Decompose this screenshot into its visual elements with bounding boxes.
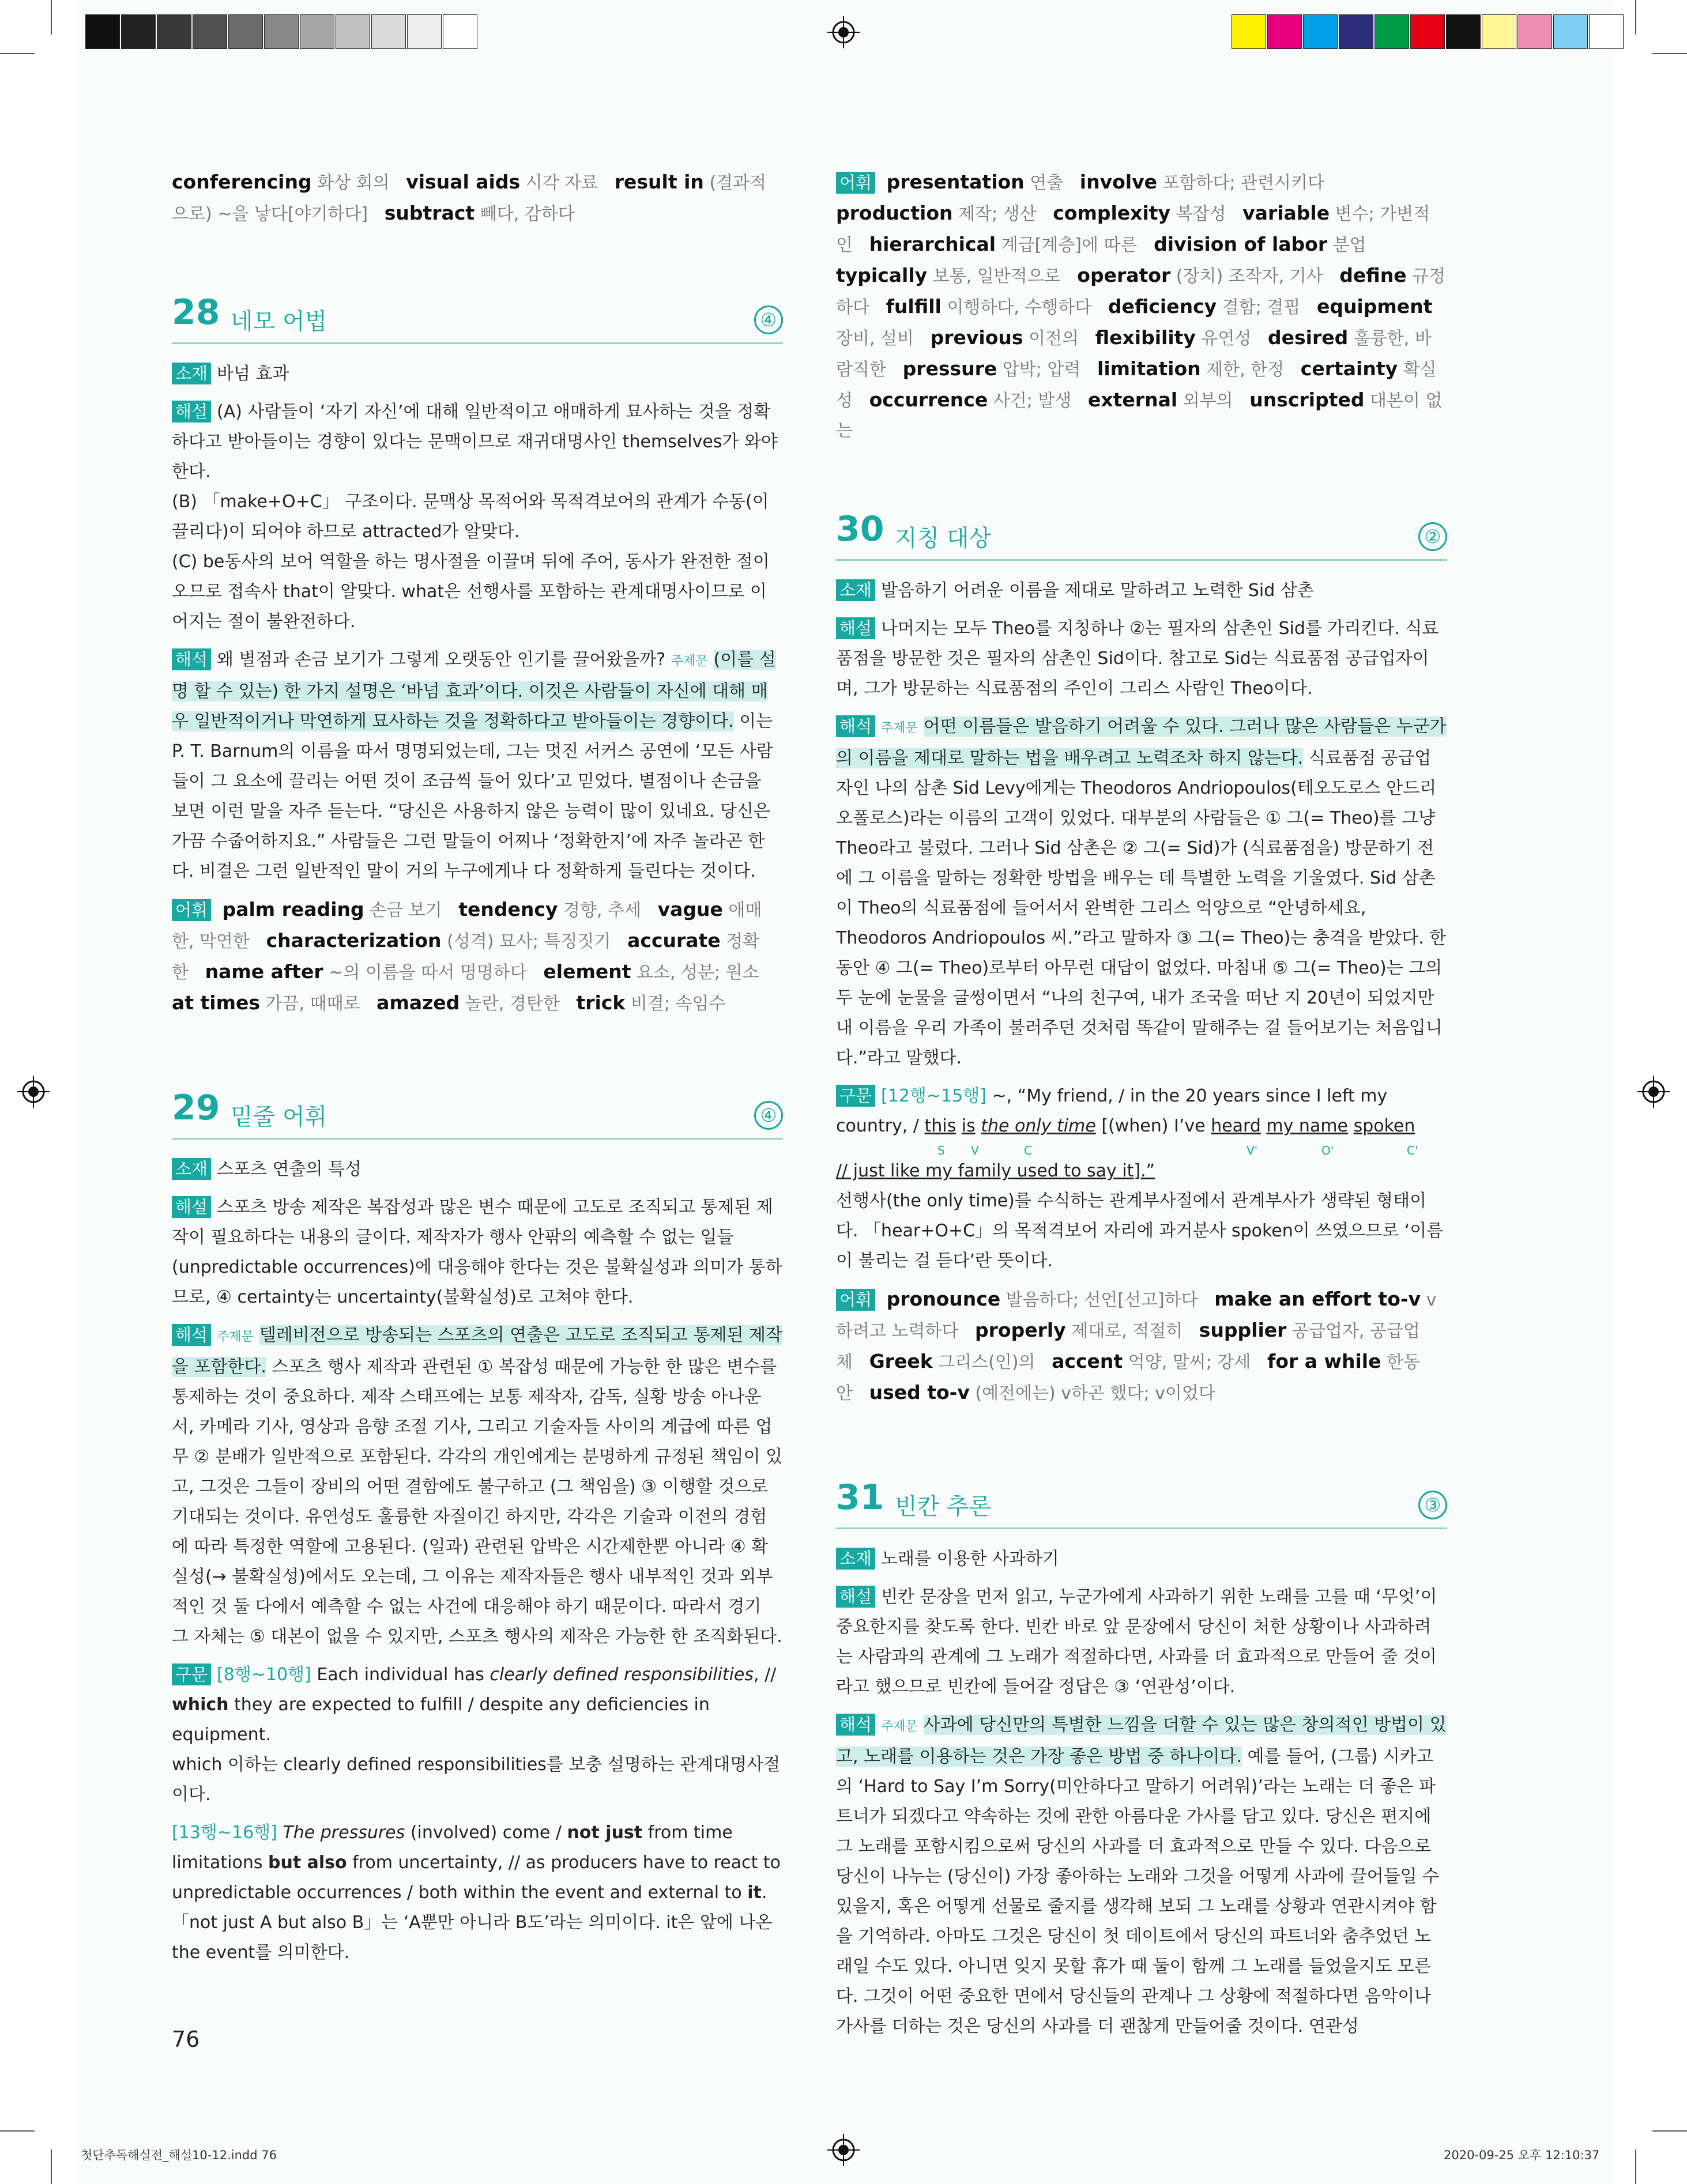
vocab-meaning: 빼다, 감하다	[480, 204, 575, 224]
vocab-word: amazed	[376, 991, 460, 1014]
explanation-tag: 해설	[172, 1196, 211, 1218]
crop-mark	[0, 2130, 35, 2132]
swatch	[193, 14, 227, 49]
vocab-word: result in	[614, 171, 704, 193]
grammar-bold: which	[172, 1695, 229, 1715]
grammar-explanation: 「not just A but also B」는 ‘A뿐만 아니라 B도’라는 의미이다. it은 앞에 나온 the event를 의미한다.	[172, 1913, 773, 1963]
grammar-parsed-line	[836, 1111, 1447, 1141]
swatch	[1589, 14, 1624, 49]
grammar-explanation: which 이하는 clearly defined responsibilities를 보충 설명하는 관계대명사절이다.	[172, 1755, 781, 1805]
topic-tag: 소재	[836, 579, 875, 601]
vocab-meaning: 분업	[1332, 235, 1366, 255]
vocab-word: flexibility	[1095, 326, 1196, 349]
vocab-meaning: v하려고 노력하다	[836, 1290, 1437, 1341]
vocab-meaning: 정확한	[172, 931, 760, 983]
vocab-word: define	[1339, 264, 1407, 286]
vocab-word: typically	[836, 264, 928, 286]
vocab-word: trick	[576, 991, 626, 1014]
vocab-meaning: 규정하다	[836, 266, 1446, 318]
vocab-meaning: 사건; 발생	[993, 391, 1072, 411]
role-label: V	[971, 1144, 979, 1157]
vocab-word: fulfill	[886, 295, 942, 318]
vocab-word: properly	[975, 1319, 1066, 1341]
topic-line	[172, 359, 783, 389]
vocab-word: subtract	[384, 202, 475, 224]
vocab-word: variable	[1242, 202, 1330, 224]
vocab-word: characterization	[266, 929, 442, 952]
swatch	[121, 14, 156, 49]
explanation-text: 나머지는 모두 Theo를 지칭하나 ②는 필자의 삼촌인 Sid를 가리킨다. 식료품점을 방문한 것은 필자의 삼촌인 Sid이다. 참고로 Sid는 식료품점 공급업자이며, 그가 방문하는 식료품점의 주인이 그리스 사람인 Theo이다.	[836, 618, 1439, 699]
vocab-word: pronounce	[886, 1288, 1001, 1310]
crop-mark	[1635, 0, 1636, 35]
vocab-word: make an effort to-v	[1214, 1288, 1421, 1310]
verb-word: heard	[1211, 1116, 1261, 1136]
swatch	[1339, 14, 1373, 49]
question-number: 30	[836, 509, 884, 549]
registration-mark-icon	[17, 1076, 50, 1108]
vocab-meaning: 변수; 가변적인	[836, 204, 1430, 255]
vocab-tag: 어휘	[836, 1289, 875, 1311]
topic-sentence: 어떤 이름들은 발음하기 어려울 수 있다. 그러나 많은 사람들은 누군가의 이름을 제대로 말하는 법을 배우려고 노력조차 하지 않는다.	[836, 716, 1447, 768]
grammar-explanation: 선행사(the only time)를 수식하는 관계부사절에서 관계부사가 생략된 형태이다. 「hear+O+C」의 목적격보어 자리에 과거분사 spoken이 쓰였으므로 ‘이름이 불리는 걸 듣다’란 뜻이다.	[836, 1191, 1444, 1271]
vocab-meaning: 외부의	[1183, 391, 1233, 411]
question-number: 28	[172, 292, 220, 333]
explanation-a: (A) 사람들이 ‘자기 자신’에 대해 일반적이고 애매하게 묘사하는 것을 정확하다고 받아들이는 경향이 있다는 문맥이므로 재귀대명사인 themselves가 와야 한다.	[172, 402, 778, 482]
grammar-text: .	[761, 1883, 767, 1903]
verb-word: is	[961, 1116, 976, 1136]
grammar-bold: but also	[268, 1853, 347, 1873]
swatch	[1232, 14, 1266, 49]
question-number: 31	[836, 1477, 884, 1518]
grammar-text: // just like my family used to say it].”	[836, 1161, 1155, 1181]
swatch	[1517, 14, 1552, 49]
topic-line	[836, 576, 1447, 606]
question-title: 빈칸 추론	[895, 1493, 992, 1520]
vocab-word: tendency	[458, 898, 558, 921]
grammar-text: from uncertainty, // as producers have to react to unpredictable occurrences / both within the event and external to	[172, 1853, 781, 1903]
question-title: 지칭 대상	[895, 525, 992, 552]
grammar-italic: The pressures	[283, 1823, 405, 1843]
topic-line	[836, 1544, 1447, 1574]
vocab-meaning: 제작; 생산	[958, 204, 1037, 224]
answer-badge: ④	[754, 1101, 783, 1130]
vocab-meaning: 계급[계층]에 따른	[1001, 235, 1138, 255]
vocab-word: visual aids	[406, 171, 521, 193]
topic-text: 바넘 효과	[217, 364, 289, 384]
topic-sentence: 텔레비전으로 방송되는 스포츠의 연출은 고도로 조직되고 통제된 제작을 포함한다.	[172, 1325, 782, 1377]
footer-file-name: 첫단추독해실전_해설10-12.indd 76	[81, 2148, 277, 2162]
topic-sentence-label: 주제문	[881, 1719, 918, 1734]
vocab-meaning: 발음하다; 선언[선고]하다	[1006, 1290, 1198, 1310]
vocab-meaning: 복잡성	[1176, 204, 1226, 224]
vocab-word: supplier	[1199, 1319, 1287, 1341]
topic-text: 스포츠 연출의 특성	[217, 1159, 362, 1179]
grammar-note-2	[172, 1818, 783, 1908]
translation-tag: 해석	[836, 1714, 875, 1736]
question-header-31	[836, 1478, 1447, 1529]
grammar-text: they are expected to fulfill / despite any deficiencies in equipment.	[172, 1695, 710, 1745]
crop-mark	[1652, 53, 1687, 54]
explanation	[836, 1582, 1447, 1702]
vocab-meaning: 이행하다, 수행하다	[947, 297, 1092, 318]
role-label: S	[937, 1144, 945, 1157]
vocab-meaning: ~의 이름을 따서 명명하다	[329, 963, 527, 983]
vocab-word: division of labor	[1154, 233, 1328, 255]
vocab-list-30	[836, 1284, 1447, 1409]
role-label: C	[1024, 1144, 1032, 1157]
answer-badge: ④	[754, 305, 783, 334]
topic-sentence-label: 주제문	[217, 1330, 254, 1344]
vocab-word: element	[543, 960, 631, 983]
vocab-word: desired	[1268, 326, 1349, 349]
question-number: 29	[172, 1088, 220, 1128]
vocab-meaning: (예전에는) v하곤 했다; v이었다	[975, 1383, 1215, 1404]
vocab-meaning: 연출	[1030, 173, 1064, 193]
grammar-text: [(when) I’ve	[1095, 1116, 1211, 1136]
grammar-bold: not just	[567, 1823, 643, 1843]
registration-mark-icon	[827, 2134, 860, 2166]
translation-intro: 왜 별점과 손금 보기가 그렇게 오랫동안 인기를 끌어왔을까?	[217, 650, 666, 670]
swatch	[1553, 14, 1588, 49]
process-color-bar	[1232, 14, 1625, 49]
topic-sentence: 사과에 당신만의 특별한 느낌을 더할 수 있는 많은 창의적인 방법이 있고, 노래를 이용하는 것은 가장 좋은 방법 중 하나이다.	[836, 1715, 1447, 1767]
vocab-list-28	[172, 895, 783, 1019]
vocab-word: conferencing	[172, 171, 312, 193]
vocab-meaning: 놀란, 경탄한	[465, 994, 560, 1014]
complement-word: spoken	[1353, 1116, 1415, 1136]
line-reference: [12행~15행]	[881, 1086, 986, 1106]
grammar-tag: 구문	[836, 1085, 875, 1107]
crop-mark	[51, 2149, 52, 2184]
right-column	[836, 167, 1447, 2042]
vocab-tag: 어휘	[836, 172, 875, 194]
explanation-tag: 해설	[172, 401, 211, 423]
swatch	[1267, 14, 1302, 49]
explanation	[836, 614, 1447, 704]
vocab-meaning: 결함; 결핍	[1222, 297, 1301, 318]
translation-tag: 해석	[836, 715, 875, 737]
vocab-word: occurrence	[869, 388, 988, 411]
topic-tag: 소재	[836, 1548, 875, 1570]
grammar-italic: clearly defined responsibilities	[489, 1665, 754, 1685]
vocab-word: Greek	[869, 1350, 933, 1372]
grammar-text: ~, “My friend, / in the 20 years since I left my	[992, 1086, 1388, 1106]
grammar-text: Each individual has	[317, 1665, 490, 1685]
question-header-30	[836, 510, 1447, 561]
role-label: C'	[1407, 1144, 1418, 1157]
vocab-meaning: 대본이 없는	[836, 391, 1443, 441]
translation	[836, 712, 1447, 1073]
vocab-meaning: 공급업자, 공급업체	[836, 1321, 1420, 1372]
vocab-meaning: 화상 회의	[317, 173, 390, 193]
vocab-word: pressure	[902, 357, 997, 380]
swatch	[1303, 14, 1338, 49]
crop-mark	[0, 53, 35, 54]
topic-line	[172, 1155, 783, 1185]
grammar-text: from time limitations	[172, 1823, 733, 1873]
role-label: O'	[1321, 1144, 1334, 1157]
crop-mark	[1652, 2130, 1687, 2132]
line-reference: [13행~16행]	[172, 1823, 277, 1843]
page-number: 76	[172, 2027, 200, 2052]
vocab-word: name after	[205, 960, 323, 983]
grayscale-color-bar	[85, 14, 479, 49]
swatch	[1410, 14, 1445, 49]
line-reference: [8행~10행]	[217, 1665, 311, 1685]
translation-body: 예를 들어, (그룹) 시카고의 ‘Hard to Say I’m Sorry(미안하다고 말하기 어려워)’라는 노래는 더 좋은 파트너가 되겠다고 약속하는 것에 관한 아름다운 가사를 담고 있다. 당신은 편지에 그 노래를 포함시킴으로써 당신의 사과를 더 효과적으로 만들 수 있다. 다음으로 당신이 나누는 (당신이) 가장 좋아하는 노래와 그것을 어떻게 사과에 끌어들일 수 있을지, 혹은 어떻게 선물로 줄지를 생각해 보되 그 노래를 상황과 연관시켜야 함을 기억하라. 아마도 그것은 당신이 첫 데이트에서 당신의 파트너와 춤추었던 노래일 수도 있다. 아니면 잊지 못할 휴가 때 둘이 함께 그 노래를 들었을지도 모른다. 그것이 어떤 중요한 면에서 당신들의 관계나 그 상황에 적절하다면 음악이나 가사를 더하는 것은 당신의 사과를 더 괜찮게 만들어줄 것이다. 연관성	[836, 1747, 1440, 2036]
swatch	[407, 14, 442, 49]
vocab-meaning: 가끔, 때때로	[265, 994, 360, 1014]
vocab-meaning: 유연성	[1201, 329, 1252, 349]
role-label: V'	[1247, 1144, 1258, 1157]
question-title: 밑줄 어휘	[231, 1104, 327, 1130]
grammar-tag: 구문	[172, 1664, 211, 1685]
subject-word: this	[924, 1116, 957, 1136]
crop-mark	[51, 0, 52, 35]
vocab-meaning: 한동안	[836, 1352, 1421, 1404]
vocab-word: for a while	[1267, 1350, 1381, 1372]
vocab-word: hierarchical	[869, 233, 996, 255]
topic-text: 발음하기 어려운 이름을 제대로 말하려고 노력한 Sid 삼촌	[881, 580, 1314, 601]
vocab-meaning: 억양, 말씨; 강세	[1128, 1352, 1251, 1372]
vocab-meaning: 포함하다; 관련시키다	[1162, 173, 1325, 193]
grammar-note	[836, 1081, 1447, 1111]
translation-body: 이는 P. T. Barnum의 이름을 따서 명명되었는데, 그는 멋진 서커스 공연에 ‘모든 사람들이 그 요소에 끌리는 어떤 것이 조금씩 들어 있다’고 믿었다. 별점이나 손금을 보면 이런 말을 자주 듣는다. “당신은 사용하지 않은 능력이 많이 있네요. 당신은 가끔 수줍어하지요.” 사람들은 그런 말들이 어찌나 ‘정확한지’에 자주 놀라곤 한다. 비결은 그런 일반적인 말이 거의 누구에게나 다 정확하게 들린다는 것이다.	[172, 711, 773, 881]
vocab-meaning: 시각 자료	[525, 173, 598, 193]
answer-badge: ②	[1418, 522, 1447, 551]
vocab-meaning: 경향, 추세	[563, 900, 642, 921]
vocab-word: at times	[172, 991, 261, 1014]
registration-mark-icon	[1637, 1076, 1670, 1108]
vocab-word: production	[836, 202, 953, 224]
complement-phrase: the only time	[981, 1116, 1096, 1136]
registration-mark-icon	[827, 16, 860, 48]
topic-tag: 소재	[172, 363, 211, 384]
vocab-meaning: 압박; 압력	[1002, 360, 1081, 380]
swatch	[443, 14, 477, 49]
grammar-text: country, /	[836, 1116, 925, 1136]
vocab-word: certainty	[1300, 357, 1398, 380]
vocab-word: presentation	[886, 171, 1025, 193]
grammar-note-1	[172, 1660, 783, 1750]
vocab-meaning: 비결; 속임수	[630, 994, 726, 1014]
question-header-29	[172, 1088, 783, 1140]
vocab-word: accurate	[627, 929, 721, 952]
vocab-meaning: (결과적으로) ~을 낳다[야기하다]	[172, 173, 767, 224]
explanation-text: 빈칸 문장을 먼저 읽고, 누군가에게 사과하기 위한 노래를 고를 때 ‘무엇’이 중요한지를 찾도록 한다. 빈칸 바로 앞 문장에서 당신이 처한 상황이나 사과하려는 사람과의 관계에 그 노래가 적절하다면, 사과를 더 효과적으로 만들어 줄 것이라고 했으므로 빈칸에 들어갈 정답은 ③ ‘연관성’이다.	[836, 1587, 1437, 1697]
swatch	[371, 14, 406, 49]
translation	[172, 645, 783, 887]
vocab-meaning: (장치) 조작자, 기사	[1176, 266, 1323, 286]
vocab-tag: 어휘	[172, 899, 211, 921]
vocab-word: palm reading	[222, 898, 364, 921]
vocab-word: involve	[1079, 171, 1157, 193]
vocab-meaning: 확실성	[836, 360, 1437, 411]
translation	[172, 1321, 783, 1652]
answer-badge: ③	[1418, 1491, 1447, 1519]
footer-timestamp: 2020-09-25 오후 12:10:37	[1444, 2148, 1600, 2162]
vocab-meaning: 요소, 성분; 원소	[637, 963, 759, 983]
explanation-c: (C) be동사의 보어 역할을 하는 명사절을 이끌며 뒤에 주어, 동사가 완전한 절이 오므로 접속사 that이 알맞다. what은 선행사를 포함하는 관계대명사이므로 이어지는 절이 불완전하다.	[172, 552, 770, 632]
swatch	[228, 14, 263, 49]
top-vocab-list	[172, 167, 783, 229]
vocab-meaning: 그리스(인)의	[938, 1352, 1035, 1372]
vocab-list-29	[836, 167, 1447, 446]
vocab-word: complexity	[1053, 202, 1171, 224]
topic-sentence-label: 주제문	[671, 654, 708, 669]
swatch	[264, 14, 299, 49]
vocab-word: limitation	[1097, 357, 1201, 380]
vocab-meaning: 제한, 한정	[1206, 360, 1285, 380]
grammar-bold: it	[747, 1883, 762, 1903]
translation-tag: 해석	[172, 648, 211, 670]
explanation-b: (B) 「make+O+C」 구조이다. 문맥상 목적어와 목적격보어의 관계가 수동(이끌리다)이 되어야 하므로 attracted가 알맞다.	[172, 492, 769, 542]
swatch	[300, 14, 334, 49]
sentence-role-labels	[836, 1141, 1447, 1156]
translation-body: 식료품점 공급업자인 나의 삼촌 Sid Levy에게는 Theodoros Andriopoulos(테오도로스 안드리오폴로스)라는 이름의 고객이 있었다. 대부분의 사람들은 ① 그(= Theo)를 그냥 Theo라고 불렀다. 그러나 Sid 삼촌은 ② 그(= Sid)가 (식료품점을) 방문하기 전에 그 이름을 말하는 정확한 방법을 배우는 데 특별한 노력을 기울였다. Sid 삼촌이 Theo의 식료품점에 들어서서 완벽한 그리스 억양으로 “안녕하세요, Theodoros Andriopoulos 씨.”라고 말하자 ③ 그(= Theo)는 충격을 받았다. 한동안 ④ 그(= Theo)로부터 아무런 대답이 없었다. 마침내 ⑤ 그(= Theo)는 그의 두 눈에 눈물을 글썽이면서 “나의 친구여, 내가 조국을 떠난 지 20년이 되었지만 내 이름을 우리 가족이 불러주던 것처럼 똑같이 말해주는 걸 들어보기는 처음입니다.”라고 말했다.	[836, 748, 1447, 1068]
vocab-meaning: (성격) 묘사; 특징짓기	[447, 931, 611, 952]
vocab-word: used to-v	[869, 1381, 970, 1404]
vocab-meaning: 장비, 설비	[836, 329, 914, 349]
vocab-word: equipment	[1316, 295, 1433, 318]
vocab-word: deficiency	[1108, 295, 1217, 318]
explanation	[172, 397, 783, 487]
vocab-word: previous	[930, 326, 1023, 349]
translation-tag: 해석	[172, 1324, 211, 1346]
grammar-text: , //	[754, 1665, 777, 1685]
swatch	[1482, 14, 1516, 49]
question-header-28	[172, 293, 783, 344]
vocab-word: accent	[1052, 1350, 1123, 1372]
swatch	[336, 14, 370, 49]
vocab-meaning: 제대로, 적절히	[1071, 1321, 1183, 1341]
vocab-meaning: 이전의	[1029, 329, 1079, 349]
object-phrase: my name	[1266, 1116, 1349, 1136]
topic-sentence: (이를 설명 할 수 있는) 한 가지 설명은 ‘바넘 효과’이다. 이것은 사람들이 자신에 대해 매우 일반적이거나 막연하게 묘사하는 것을 정확하다고 받아들이는 경향이다.	[172, 650, 776, 731]
swatch	[157, 14, 191, 49]
grammar-text: (involved) come /	[405, 1823, 567, 1843]
topic-text: 노래를 이용한 사과하기	[881, 1549, 1059, 1569]
left-column	[172, 167, 783, 1968]
vocab-word: vague	[657, 898, 723, 921]
swatch	[1375, 14, 1409, 49]
translation-body: 스포츠 행사 제작과 관련된 ① 복잡성 때문에 가능한 한 많은 변수를 통제하는 것이 중요하다. 제작 스태프에는 보통 제작자, 감독, 실황 방송 아나운서, 카메라 기사, 영상과 음향 조절 기사, 그리고 기술자들 사이의 계급에 따른 업무 ② 분배가 일반적으로 포함된다. 각각의 개인에게는 분명하게 규정된 책임이 있고, 그것은 그들이 장비의 어떤 결함에도 불구하고 (그 책임을) ③ 이행할 것으로 기대되는 것이다. 유연성도 훌륭한 자질이긴 하지만, 각각은 기술과 이전의 경험에 따라 특정한 역할에 고용된다. (일과) 관련된 압박은 시간제한뿐 아니라 ④ 확실성(→ 불확실성)에서도 오는데, 그 이유는 제작자들은 행사 내부적인 것과 외부적인 것 둘 다에서 예측할 수 없는 사건에 대응해야 하기 때문이다. 따라서 경기 그 자체는 ⑤ 대본이 없을 수 있지만, 스포츠 행사의 제작은 가능한 한 조직화된다.	[172, 1357, 783, 1647]
question-title: 네모 어법	[231, 308, 327, 335]
swatch	[85, 14, 120, 49]
vocab-meaning: 애매한, 막연한	[172, 900, 762, 952]
crop-mark	[1635, 2149, 1636, 2184]
topic-tag: 소재	[172, 1158, 211, 1180]
translation	[836, 1710, 1447, 2042]
topic-sentence-label: 주제문	[881, 721, 918, 735]
explanation	[172, 1193, 783, 1312]
vocab-meaning: 보통, 일반적으로	[932, 266, 1061, 286]
explanation-text: 스포츠 방송 제작은 복잡성과 많은 변수 때문에 고도로 조직되고 통제된 제작이 필요하다는 내용의 글이다. 제작자가 행사 안팎의 예측할 수 없는 일들(unpredictable occurrences)에 대응해야 한다는 것은 불확실성과 의미가 통하므로, ④ certainty는 uncertainty(불확실성)로 고쳐야 한다.	[172, 1197, 782, 1307]
vocab-word: operator	[1077, 264, 1171, 286]
explanation-tag: 해설	[836, 1586, 875, 1608]
vocab-meaning: 손금 보기	[370, 900, 442, 921]
vocab-word: external	[1087, 388, 1178, 411]
vocab-word: unscripted	[1249, 388, 1365, 411]
swatch	[1446, 14, 1481, 49]
vocab-meaning: 훌륭한, 바람직한	[836, 329, 1432, 380]
explanation-tag: 해설	[836, 617, 875, 639]
